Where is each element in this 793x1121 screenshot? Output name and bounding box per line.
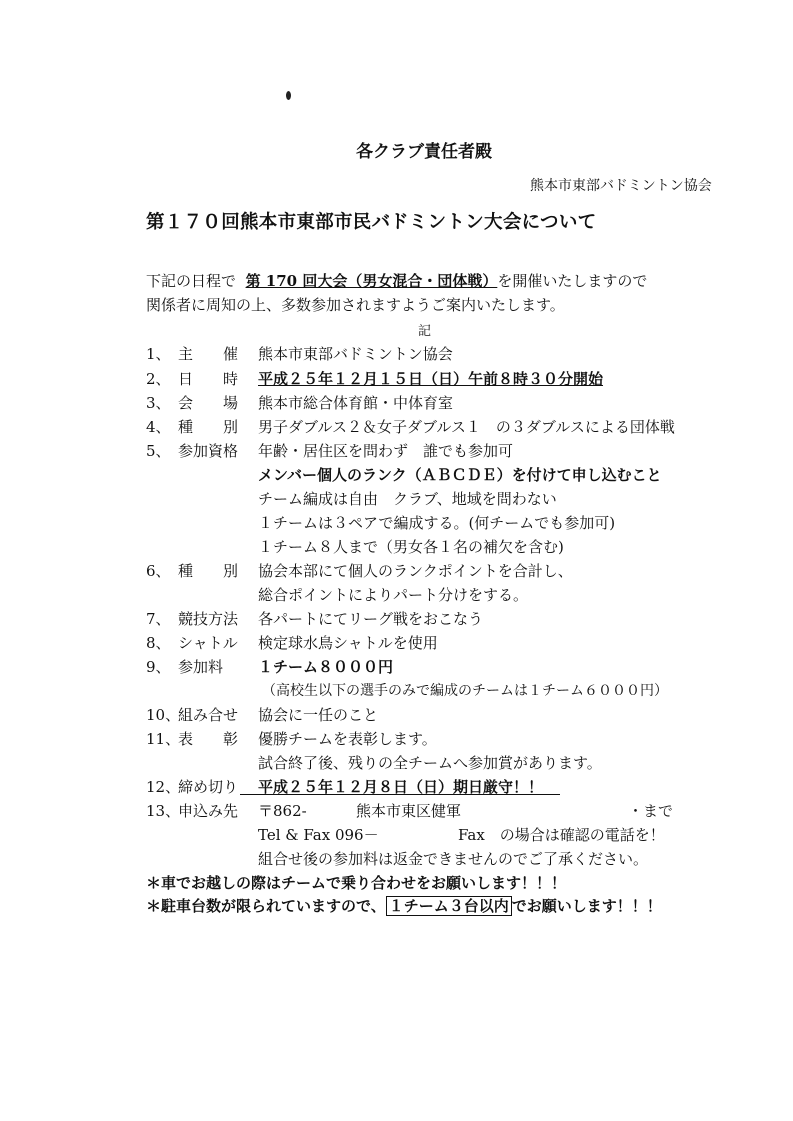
item-4-number: 4、 [146, 418, 171, 436]
item-5-label: 参加資格 [178, 442, 239, 460]
intro-line-2: 関係者に周知の上、多数参加されますようご案内いたします。 [146, 296, 565, 314]
item-13-tel: Tel & Fax 096－ [258, 826, 379, 844]
item-9-label: 参加料 [178, 658, 224, 676]
item-11-line-1: 優勝チームを表彰します。 [258, 730, 437, 748]
item-13-postal: 〒862- [258, 802, 307, 820]
item-6-label: 種 別 [178, 562, 239, 580]
item-4-label: 種 別 [178, 418, 239, 436]
intro-line-1 [146, 270, 647, 291]
item-13-address: 熊本市東区健軍 [356, 802, 462, 820]
item-13-made: ・まで [628, 802, 674, 820]
item-5-line-5: １チーム８人まで（男女各１名の補欠を含む) [258, 538, 564, 556]
item-3-label: 会 場 [178, 394, 239, 412]
item-10-number: 10、 [146, 706, 181, 724]
intro-pre: 下記の日程で [146, 272, 237, 290]
item-3-value: 熊本市総合体育館・中体育室 [258, 394, 454, 412]
intro-post: を開催いたしますので [497, 272, 648, 290]
item-13-fax-note: Fax の場合は確認の電話を！ [458, 826, 665, 844]
item-6-line-2: 総合ポイントによりパート分けをする。 [258, 586, 529, 604]
item-7-label: 競技方法 [178, 610, 239, 628]
item-4-value: 男子ダブルス２＆女子ダブルス１ の３ダブルスによる団体戦 [258, 418, 675, 436]
item-9-number: 9、 [146, 658, 171, 676]
item-1-value: 熊本市東部バドミントン協会 [258, 345, 453, 363]
item-12-number: 12、 [146, 778, 181, 796]
note-parking-post: でお願いします！！！ [511, 897, 662, 915]
item-7-number: 7、 [146, 610, 171, 628]
ink-dot [286, 91, 291, 100]
item-2-value: 平成２５年１２月１５日（日）午前８時３０分開始 [258, 370, 604, 388]
item-5-line-2: メンバー個人のランク（ＡＢＣＤＥ）を付けて申し込むこと [258, 466, 662, 484]
item-12-label: 締め切り [178, 778, 239, 796]
item-1-label: 主 催 [178, 345, 239, 363]
intro-event: 第 170 回大会（男女混合・団体戦） [245, 272, 498, 290]
item-13-number: 13、 [146, 802, 181, 820]
item-10-value: 協会に一任のこと [258, 706, 379, 724]
item-9-line-2: （高校生以下の選手のみで編成のチームは１チーム６０００円） [262, 683, 668, 699]
note-carpool: ＊車でお越しの際はチームで乗り合わせをお願いします！！！ [146, 874, 567, 892]
item-5-line-4: １チームは３ペアで編成する。(何チームでも参加可) [258, 514, 616, 532]
item-11-number: 11、 [146, 730, 181, 748]
note-parking-pre: ＊駐車台数が限られていますので、 [146, 897, 386, 915]
item-5-line-1: 年齢・居住区を問わず 誰でも参加可 [258, 442, 514, 460]
item-12-value: 平成２５年１２月８日（日）期日厳守！！ [258, 778, 544, 796]
note-parking-limit: １チーム３台以内 [386, 896, 512, 916]
item-9-line-1: １チーム８０００円 [258, 658, 394, 676]
addressee: 各クラブ責任者殿 [356, 142, 492, 162]
item-13-label: 申込み先 [178, 802, 239, 820]
document-title: 第１７０回熊本市東部市民バドミントン大会について [146, 212, 597, 233]
sender: 熊本市東部バドミントン協会 [530, 178, 712, 194]
note-parking [146, 895, 662, 916]
item-3-number: 3、 [146, 394, 171, 412]
item-7-value: 各パートにてリーグ戦をおこなう [258, 610, 484, 628]
item-11-label: 表 彰 [178, 730, 239, 748]
item-5-line-3: チーム編成は自由 クラブ、地域を問わない [258, 490, 557, 508]
item-8-value: 検定球水鳥シャトルを使用 [258, 634, 438, 652]
item-11-line-2: 試合終了後、残りの全チームへ参加賞があります。 [258, 754, 602, 772]
item-5-number: 5、 [146, 442, 171, 460]
item-10-label: 組み合せ [178, 706, 239, 724]
item-8-label: シャトル [178, 634, 238, 652]
item-2-label: 日 時 [178, 370, 239, 388]
item-1-number: 1、 [146, 345, 171, 363]
item-6-number: 6、 [146, 562, 171, 580]
item-13-refund-note: 組合せ後の参加料は返金できませんのでご了承ください。 [258, 850, 649, 868]
item-2-number: 2、 [146, 370, 171, 388]
item-8-number: 8、 [146, 634, 171, 652]
item-6-line-1: 協会本部にて個人のランクポイントを合計し、 [258, 562, 573, 580]
ki-marker: 記 [418, 324, 432, 339]
